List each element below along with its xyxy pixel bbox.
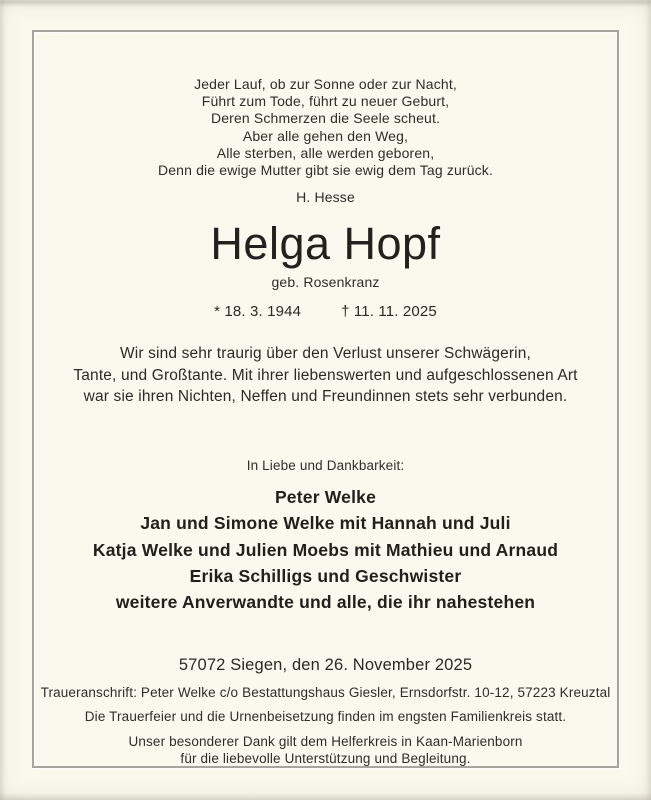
mourner-line: Erika Schilligs und Geschwister: [189, 565, 462, 586]
mourner-line: Jan und Simone Welke mit Hannah und Juli: [140, 513, 511, 534]
poem-author: H. Hesse: [296, 189, 355, 206]
scan-edge-left: [0, 0, 6, 800]
birth-date: * 18. 3. 1944: [214, 303, 302, 321]
poem-line: Führt zum Tode, führt zu neuer Geburt,: [201, 93, 450, 110]
tribute-line: Wir sind sehr traurig über den Verlust unserer Schwägerin,: [119, 345, 531, 363]
poem-block: [158, 76, 493, 179]
notice-content: [34, 32, 617, 766]
life-dates: [214, 303, 437, 320]
mourner-line: weitere Anverwandte und alle, die ihr nahestehen: [115, 592, 536, 613]
tribute-line: war sie ihren Nichten, Neffen und Freundinnen stets sehr verbunden.: [83, 388, 568, 406]
poem-line: Aber alle gehen den Weg,: [242, 127, 409, 144]
scan-edge-right: [645, 0, 651, 800]
place-and-date: 57072 Siegen, den 26. November 2025: [178, 655, 473, 674]
death-date: † 11. 11. 2025: [341, 303, 437, 321]
deceased-name: Helga Hopf: [210, 218, 441, 270]
ceremony-note: Die Trauerfeier und die Urnenbeisetzung finden im engsten Familienkreis statt.: [84, 708, 567, 724]
tribute-line: Tante, und Großtante. Mit ihrer liebenswerten und aufgeschlossenen Art: [73, 366, 578, 384]
farewell-label: In Liebe und Dankbarkeit:: [246, 457, 405, 473]
poem-line: Deren Schmerzen die Seele scheut.: [210, 110, 441, 127]
poem-line: Denn die ewige Mutter gibt sie ewig dem Tag zurück.: [157, 162, 493, 179]
poem-line: Jeder Lauf, ob zur Sonne oder zur Nacht,: [194, 76, 457, 92]
thanks-line: für die liebevolle Unterstützung und Begleitung.: [180, 750, 471, 766]
mourners-list: [93, 484, 558, 616]
thanks-line: Unser besonderer Dank gilt dem Helferkreis in Kaan-Marienborn: [128, 733, 523, 749]
scan-edge-bottom: [0, 793, 651, 800]
tribute-paragraph: [73, 343, 577, 408]
mourning-address: Traueranschrift: Peter Welke c/o Bestattungshaus Giesler, Ernsdorfstr. 10-12, 57223 Kreuztal: [40, 684, 611, 700]
mourner-line: Peter Welke: [274, 486, 377, 507]
mourner-line: Katja Welke und Julien Moebs mit Mathieu und Arnaud: [92, 539, 559, 560]
scan-edge-top: [0, 0, 651, 7]
poem-line: Alle sterben, alle werden geboren,: [216, 144, 435, 161]
maiden-name: geb. Rosenkranz: [271, 274, 380, 291]
thanks-note: [128, 733, 522, 767]
